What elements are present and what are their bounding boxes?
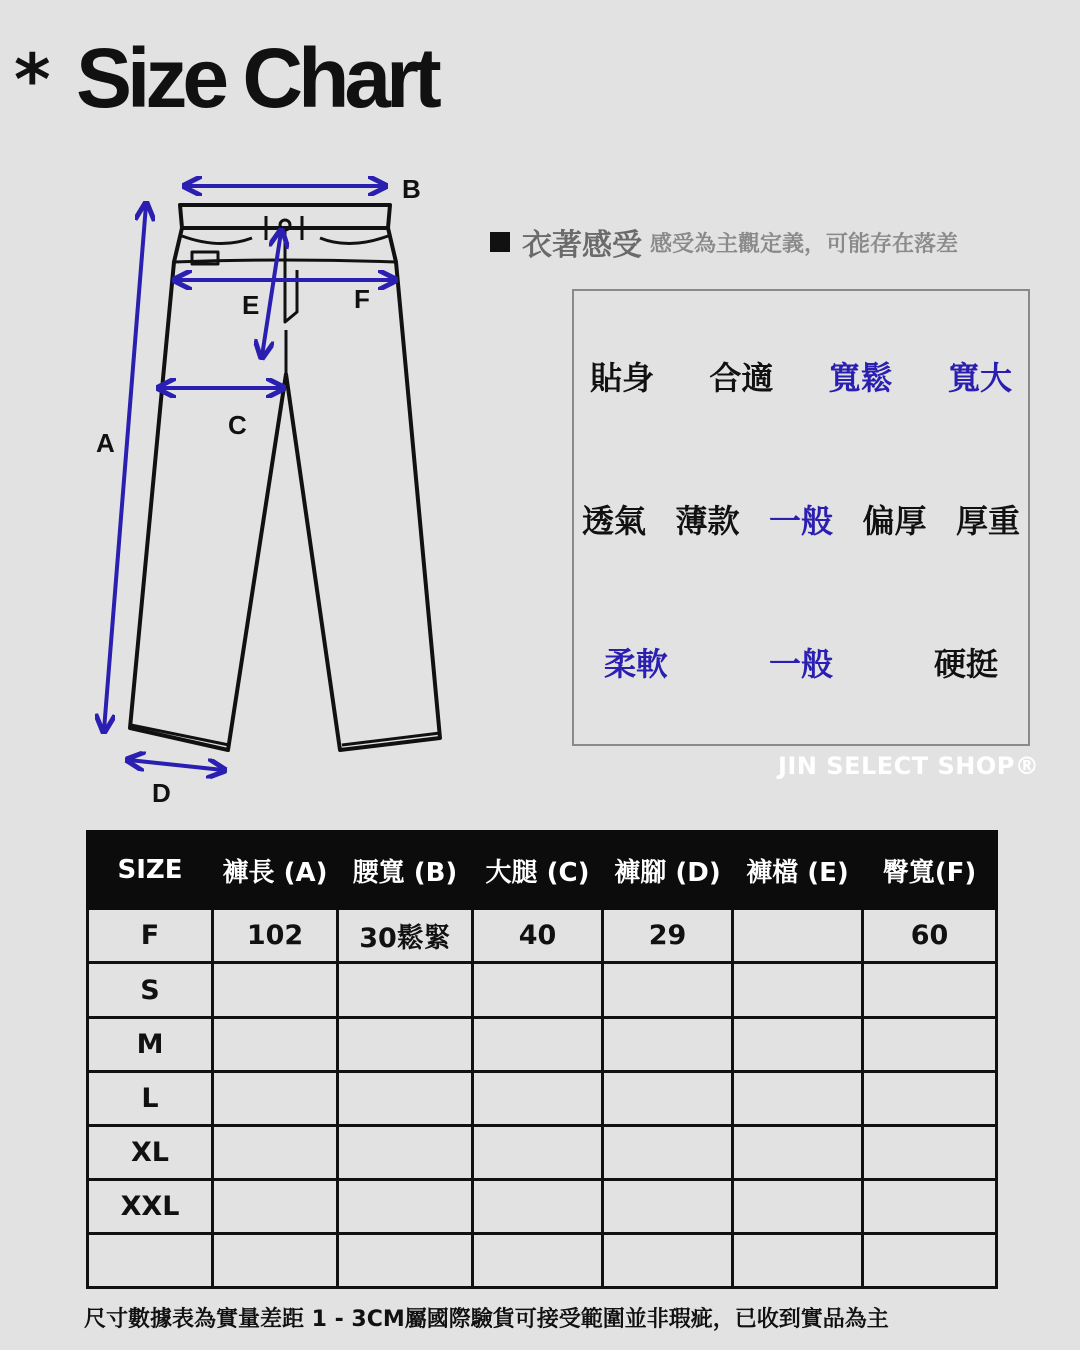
table-row (88, 1180, 997, 1234)
table-cell (338, 1180, 473, 1234)
table-cell: XL (88, 1126, 213, 1180)
feel-option: 偏厚 (862, 502, 927, 540)
feel-panel (572, 289, 1030, 746)
label-e: E (242, 290, 260, 320)
col-header: 臀寬(F) (863, 832, 997, 909)
col-header: 大腿 (C) (473, 832, 603, 909)
table-cell (213, 963, 338, 1018)
table-cell: S (88, 963, 213, 1018)
thickness-row (574, 496, 1028, 542)
table-cell: 40 (473, 909, 603, 963)
table-cell (603, 1180, 733, 1234)
table-cell (733, 1018, 863, 1072)
feel-option: 厚重 (955, 502, 1020, 540)
table-cell (603, 1234, 733, 1288)
fit-row (574, 353, 1028, 399)
table-cell: 30鬆緊 (338, 909, 473, 963)
table-cell (603, 1018, 733, 1072)
table-cell (863, 1018, 997, 1072)
table-cell: 102 (213, 909, 338, 963)
table-cell: XXL (88, 1180, 213, 1234)
table-cell (213, 1126, 338, 1180)
label-b: B (402, 174, 421, 204)
col-header: SIZE (88, 832, 213, 909)
table-row (88, 1072, 997, 1126)
table-cell (473, 1126, 603, 1180)
table-cell (733, 1072, 863, 1126)
table-cell (338, 963, 473, 1018)
table-cell: F (88, 909, 213, 963)
table-cell: L (88, 1072, 213, 1126)
label-c: C (228, 410, 247, 440)
table-cell (863, 1180, 997, 1234)
table-cell (603, 1072, 733, 1126)
table-cell (338, 1018, 473, 1072)
table-cell (733, 963, 863, 1018)
table-cell (733, 1126, 863, 1180)
feel-option: 硬挺 (933, 645, 998, 683)
square-bullet-icon (490, 232, 510, 252)
table-cell (863, 963, 997, 1018)
label-a: A (96, 428, 115, 458)
table-cell (213, 1234, 338, 1288)
feel-option: 合適 (709, 359, 774, 397)
feel-option-selected: 寬鬆 (828, 359, 893, 397)
feel-option: 透氣 (582, 502, 647, 540)
table-cell: M (88, 1018, 213, 1072)
table-cell (338, 1234, 473, 1288)
label-d: D (152, 778, 171, 808)
feel-option: 貼身 (590, 359, 655, 397)
footer-disclaimer: 尺寸數據表為實量差距 1 - 3CM屬國際驗貨可接受範圍並非瑕疵，已收到實品為主 (84, 1307, 889, 1332)
feel-option-selected: 柔軟 (604, 645, 669, 683)
table-cell (603, 963, 733, 1018)
col-header: 褲長 (A) (213, 832, 338, 909)
measure-arrows (104, 186, 394, 770)
table-cell (733, 1234, 863, 1288)
table-cell (338, 1126, 473, 1180)
table-cell (863, 1126, 997, 1180)
table-cell (733, 909, 863, 963)
table-cell (603, 1126, 733, 1180)
softness-row (574, 639, 1028, 685)
table-cell (213, 1072, 338, 1126)
feel-title: 衣著感受 (522, 228, 642, 263)
table-row (88, 909, 997, 963)
feel-header (490, 222, 958, 262)
table-cell (88, 1234, 213, 1288)
col-header: 褲腳 (D) (603, 832, 733, 909)
brand-watermark: JIN SELECT SHOP® (778, 752, 1040, 780)
size-table (86, 830, 998, 1289)
page-title: Size Chart (76, 31, 437, 125)
table-cell (473, 1180, 603, 1234)
label-f: F (354, 284, 370, 314)
asterisk-icon: * (14, 39, 51, 121)
feel-note: 感受為主觀定義，可能存在落差 (650, 231, 959, 257)
table-header-row (88, 832, 997, 909)
table-cell: 29 (603, 909, 733, 963)
feel-option-selected: 寬大 (947, 359, 1012, 397)
feel-option-selected: 一般 (768, 502, 833, 540)
table-cell (473, 1234, 603, 1288)
table-cell (213, 1180, 338, 1234)
col-header: 褲檔 (E) (733, 832, 863, 909)
feel-option: 薄款 (675, 502, 740, 540)
table-row (88, 1018, 997, 1072)
table-cell (733, 1180, 863, 1234)
table-row (88, 963, 997, 1018)
col-header: 腰寬 (B) (338, 832, 473, 909)
table-cell (473, 1018, 603, 1072)
feel-option-selected: 一般 (768, 645, 833, 683)
table-cell (863, 1234, 997, 1288)
table-cell (863, 1072, 997, 1126)
table-cell: 60 (863, 909, 997, 963)
pants-outline (130, 205, 440, 750)
table-row (88, 1126, 997, 1180)
table-row (88, 1234, 997, 1288)
table-cell (338, 1072, 473, 1126)
table-cell (473, 1072, 603, 1126)
table-cell (213, 1018, 338, 1072)
pants-diagram (0, 160, 470, 820)
table-cell (473, 963, 603, 1018)
